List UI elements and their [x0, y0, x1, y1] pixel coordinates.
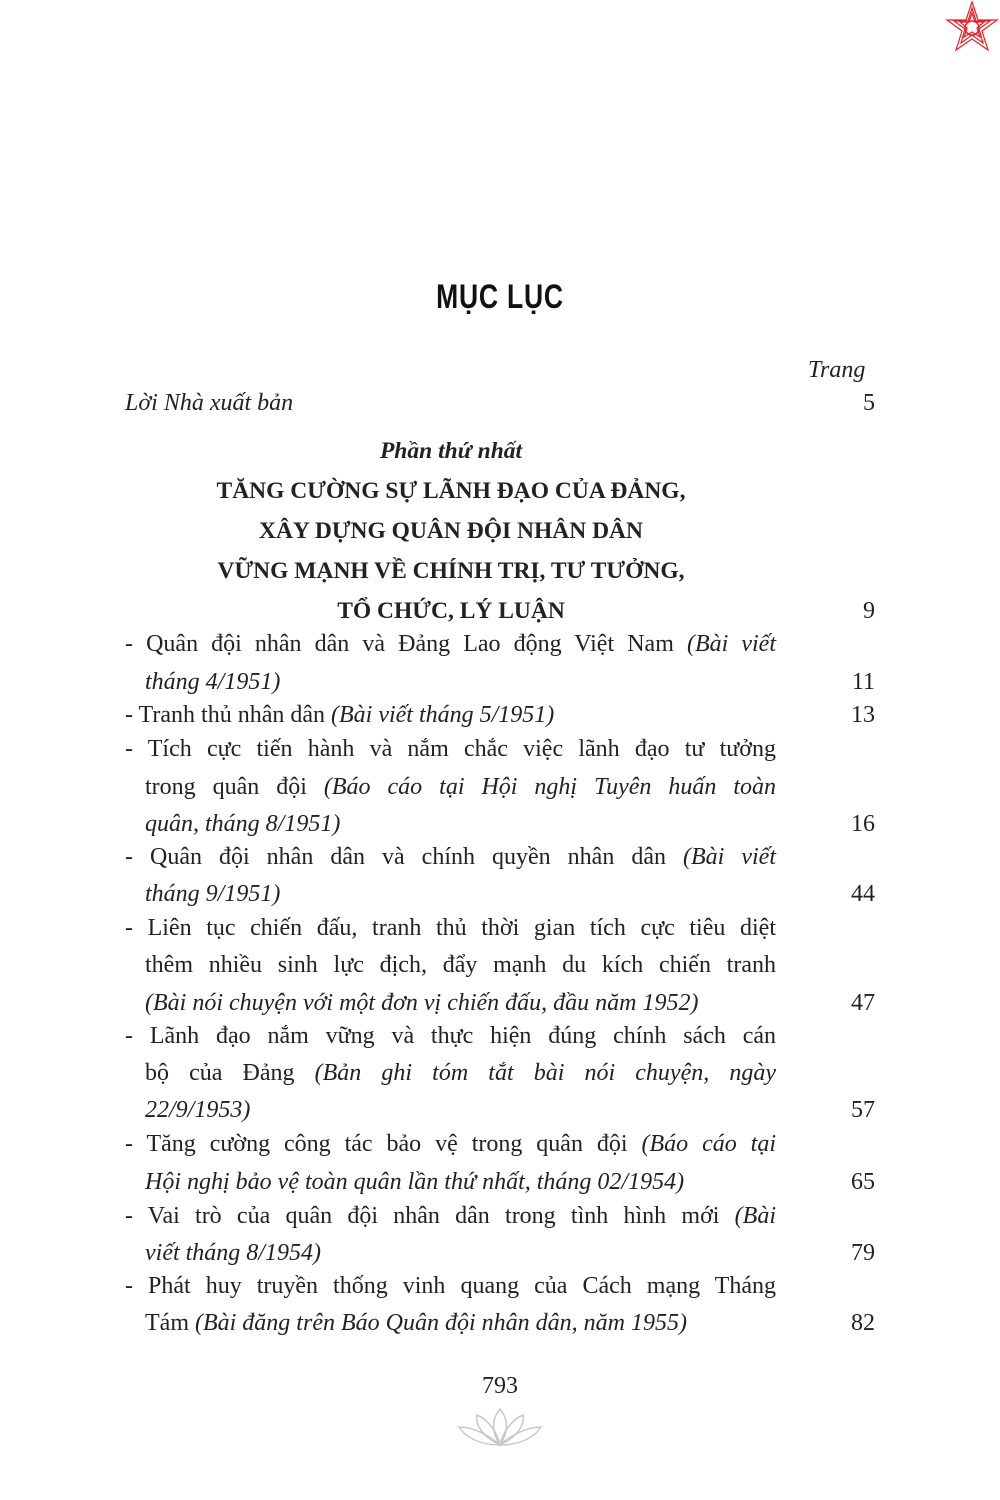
toc-entry-line [145, 878, 776, 910]
toc-entry-source: (Bài viết [683, 844, 776, 870]
toc-entry-line [145, 666, 776, 698]
part-heading-line: TĂNG CƯỜNG SỰ LÃNH ĐẠO CỦA ĐẢNG, [216, 478, 686, 504]
toc-entry-line [145, 808, 776, 840]
toc-entry-source: (Bài viết tháng 5/1951) [331, 702, 555, 728]
toc-entry-page: 13 [851, 702, 875, 728]
toc-entry-source: (Bài nói chuyện với một đơn vị chiến đấu, đầu năm 1952) [145, 990, 699, 1016]
toc-entry-source: tháng 9/1951) [145, 881, 281, 907]
toc-entry-source: (Bài [734, 1203, 776, 1229]
toc-entry-title: Tám [145, 1310, 195, 1336]
toc-entry-line [125, 1128, 776, 1160]
toc-entry-line [125, 1270, 776, 1302]
toc-entry-title: bộ của Đảng [145, 1060, 315, 1086]
toc-entry-source: (Bản ghi tóm tắt bài nói chuyện, ngày [314, 1060, 776, 1086]
toc-entry-line [145, 1094, 776, 1126]
preface-label[interactable]: Lời Nhà xuất bản [125, 390, 294, 416]
preface-page: 5 [863, 390, 875, 416]
toc-entry-line [125, 912, 776, 944]
publisher-star-logo [944, 0, 1000, 56]
toc-entry-title: trong quân đội [145, 774, 324, 800]
toc-entry-line [145, 1307, 776, 1339]
toc-entry-line [145, 987, 776, 1019]
toc-entry-title: - Lãnh đạo nắm vững và thực hiện đúng chính sách cán [125, 1023, 776, 1049]
toc-entry-line [125, 841, 776, 873]
toc-entry-source: quân, tháng 8/1951) [145, 811, 341, 837]
toc-entry-title: - Phát huy truyền thống vinh quang của Cách mạng Tháng [125, 1273, 776, 1299]
toc-entry-title: - Tranh thủ nhân dân [125, 702, 331, 728]
part-heading-line: VỮNG MẠNH VỀ CHÍNH TRỊ, TƯ TƯỞNG, [217, 558, 685, 584]
toc-entry-line [125, 1020, 776, 1052]
toc-entry-title: - Tăng cường công tác bảo vệ trong quân đội [125, 1131, 642, 1157]
lotus-ornament-icon [455, 1405, 545, 1450]
toc-entry-source: (Bài đăng trên Báo Quân đội nhân dân, năm 1955) [194, 1310, 687, 1336]
toc-entry-page: 65 [851, 1169, 875, 1195]
toc-entry-line [125, 733, 776, 765]
page-column-label: Trang [808, 357, 866, 383]
part-page: 9 [863, 598, 875, 624]
toc-entry-source: (Báo cáo tại [641, 1131, 776, 1157]
toc-entry-source: Hội nghị bảo vệ toàn quân lần thứ nhất, tháng 02/1954) [145, 1169, 685, 1195]
toc-entry-source: tháng 4/1951) [145, 669, 281, 695]
part-label: Phần thứ nhất [379, 438, 523, 464]
toc-entry-page: 79 [851, 1240, 875, 1266]
toc-entry-line [145, 1057, 776, 1089]
toc-entry-page: 16 [851, 811, 875, 837]
toc-entry-line [125, 699, 776, 731]
toc-entry-page: 57 [851, 1097, 875, 1123]
toc-entry-page: 44 [851, 881, 875, 907]
toc-entry-line [145, 771, 776, 803]
toc-entry-source: (Báo cáo tại Hội nghị Tuyên huấn toàn [323, 774, 777, 800]
toc-entry-line [145, 1237, 776, 1269]
toc-entry-page: 82 [851, 1310, 875, 1336]
toc-entry-line [125, 628, 776, 660]
toc-entry-line [145, 949, 776, 981]
part-heading-line: XÂY DỰNG QUÂN ĐỘI NHÂN DÂN [258, 518, 644, 544]
part-heading-line: TỔ CHỨC, LÝ LUẬN [337, 598, 565, 624]
toc-entry-source: (Bài viết [686, 631, 776, 657]
toc-entry-title: - Tích cực tiến hành và nắm chắc việc lãnh đạo tư tưởng [125, 736, 776, 762]
toc-entry-title: - Vai trò của quân đội nhân dân trong tình hình mới [125, 1203, 735, 1229]
toc-entry-source: viết tháng 8/1954) [145, 1240, 321, 1266]
toc-entry-title: - Quân đội nhân dân và chính quyền nhân dân [125, 844, 684, 870]
toc-entry-line [145, 1166, 776, 1198]
toc-entry-source: 22/9/1953) [145, 1097, 251, 1123]
toc-entry-title: - Liên tục chiến đấu, tranh thủ thời gian tích cực tiêu diệt [125, 915, 776, 941]
toc-entry-page: 47 [851, 990, 875, 1016]
page-number: 793 [482, 1373, 518, 1399]
toc-entry-title: thêm nhiều sinh lực địch, đẩy mạnh du kích chiến tranh [145, 952, 776, 978]
toc-entry-title: - Quân đội nhân dân và Đảng Lao động Việt Nam [125, 631, 687, 657]
page-title: MỤC LỤC [436, 278, 564, 316]
toc-entry-page: 11 [851, 669, 875, 695]
toc-entry-line [125, 1200, 776, 1232]
